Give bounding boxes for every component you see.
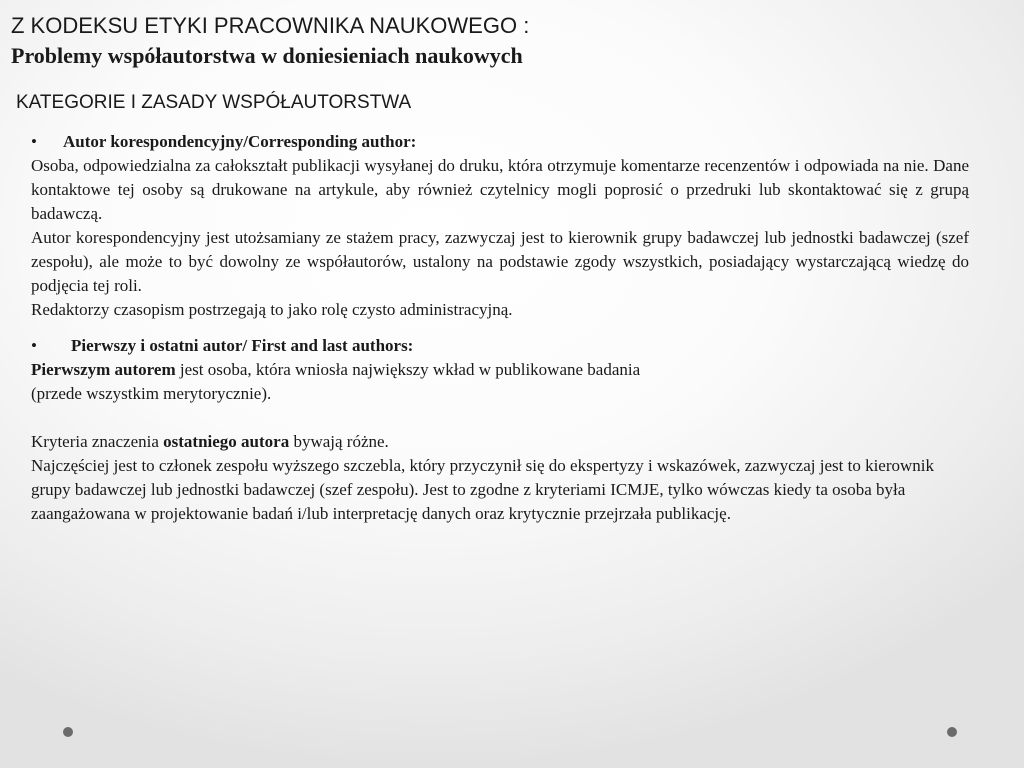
corner-dot-left (63, 727, 73, 737)
corresponding-author-paragraph-2: Autor korespondencyjny jest utożsamiany ze stażem pracy, zazwyczaj jest to kierownik grupy badawczej lub jednostki badawczej (szef zespołu), ale może to być dowolny ze współautorów, ustalony na podstawie zgody wszystkich, posiadający wystarczającą wiedzę do podjęcia tej roli. (31, 228, 969, 295)
criteria-bold: ostatniego autora (163, 432, 290, 451)
first-author-paragraph-line2: (przede wszystkim merytorycznie). (31, 384, 272, 403)
slide-body (31, 130, 969, 526)
first-last-author-heading: Pierwszy i ostatni autor/ First and last authors: (71, 336, 414, 355)
bullet-icon: • (31, 132, 37, 151)
criteria-pre: Kryteria znaczenia (31, 432, 164, 451)
corresponding-author-paragraph-1: Osoba, odpowiedzialna za całokształt publikacji wysyłanej do druku, która otrzymuje komentarze recenzentów i odpowiada na nie. Dane kontaktowe tej osoby są drukowane na artykule, aby również czytelnicy mogli poprosić o przedruki lub skontaktować się z grupą badawczą. (31, 156, 969, 223)
criteria-post: bywają różne. (289, 432, 389, 451)
bullet-icon: • (31, 336, 37, 355)
criteria-paragraph (31, 430, 969, 454)
bullet-first-last-author (31, 334, 969, 358)
slide-title-line2: Problemy współautorstwa w doniesieniach naukowych (11, 43, 523, 68)
first-author-bold: Pierwszym autorem (31, 360, 176, 379)
corresponding-author-paragraph-3: Redaktorzy czasopism postrzegają to jako rolę czysto administracyjną. (31, 300, 513, 319)
slide-title-line1: Z KODEKSU ETYKI PRACOWNIKA NAUKOWEGO : (11, 13, 530, 38)
slide-title (11, 11, 1001, 71)
bullet-corresponding-author (31, 130, 969, 154)
first-author-rest: jest osoba, która wniosła największy wkład w publikowane badania (175, 360, 641, 379)
corner-dot-right (947, 727, 957, 737)
last-author-paragraph: Najczęściej jest to członek zespołu wyższego szczebla, który przyczynił się do ekspertyzy i wskazówek, zazwyczaj jest to kierownik grupy badawczej lub jednostki badawczej (szef zespołu). Jest to zgodne z kryteriami ICMJE, tylko wówczas kiedy ta osoba była zaangażowana w projektowanie badań i/lub interpretację danych oraz krytycznie przejrzała publikację. (31, 456, 935, 523)
section-subheading: KATEGORIE I ZASADY WSPÓŁAUTORSTWA (16, 92, 412, 113)
corresponding-author-heading: Autor korespondencyjny/Corresponding author: (63, 132, 417, 151)
first-author-paragraph (31, 358, 969, 382)
